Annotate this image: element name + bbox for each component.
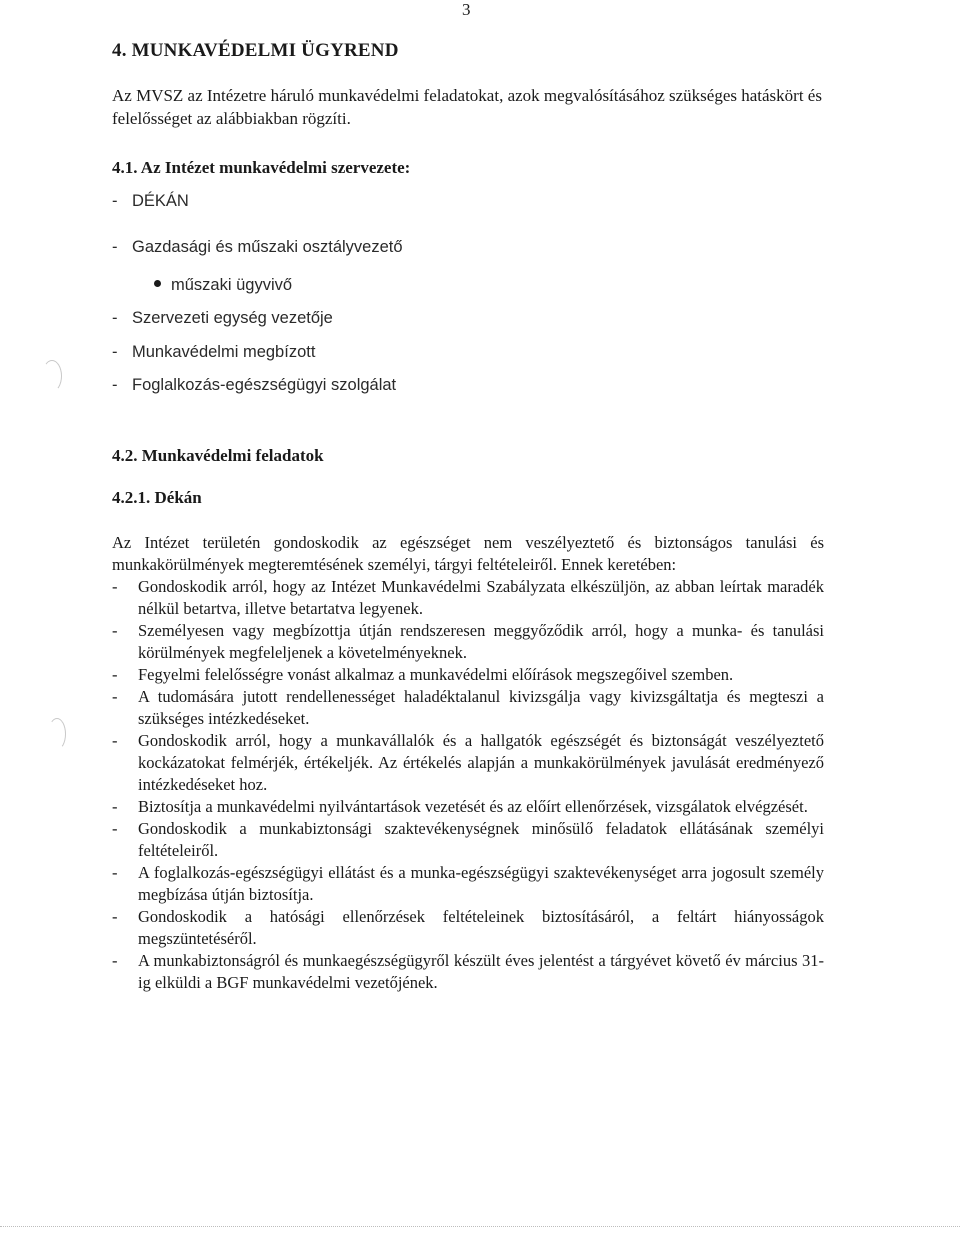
section-4-2-1-title: 4.2.1. Dékán: [112, 488, 202, 507]
section-4-intro: Az MVSZ az Intézetre háruló munkavédelmi feladatokat, azok megvalósításához szükséges hatáskört és felelősséget az alábbiakban rögzíti.: [112, 86, 822, 128]
duty-item: - A tudomására jutott rendellenességet haladéktalanul kivizsgálja vagy kivizsgáltatja és megteszi a szükséges intézkedéseket.: [112, 686, 824, 730]
org-item-label: Foglalkozás-egészségügyi szolgálat: [132, 376, 397, 394]
section-4-title: 4. MUNKAVÉDELMI ÜGYREND: [112, 40, 399, 61]
org-item-economic-technical-head: - Gazdasági és műszaki osztályvezető: [112, 238, 403, 256]
duty-item: - Gondoskodik arról, hogy a munkavállalók és a hallgatók egészségét és biztonságát veszélyeztető kockázatokat felmérjék, értékeljék. Az értékelés alapján a munkakörülmények javulását eredményező intézkedéseket hoz.: [112, 730, 824, 796]
duty-item: - Gondoskodik arról, hogy az Intézet Munkavédelmi Szabályzata elkészüljön, az abban leírtak maradék nélkül betartva, illetve betartatva legyenek.: [112, 576, 824, 620]
org-item-technical-clerk: [154, 276, 292, 295]
section-4-1-title: 4.1. Az Intézet munkavédelmi szervezete:: [112, 158, 411, 177]
org-item-label: műszaki ügyvivő: [171, 276, 293, 294]
duty-item: - Biztosítja a munkavédelmi nyilvántartások vezetését és az előírt ellenőrzések, vizsgálatok elvégzését.: [112, 796, 824, 818]
section-4-2-title: 4.2. Munkavédelmi feladatok: [112, 446, 324, 465]
scan-mark: [48, 718, 66, 750]
scan-edge-line: [0, 1226, 960, 1227]
scan-mark: [42, 360, 62, 392]
duty-item: - Gondoskodik a munkabiztonsági szaktevékenységnek minősülő feladatok ellátásának személyi feltételeiről.: [112, 818, 824, 862]
section-4-2-1-intro: Az Intézet területén gondoskodik az egészséget nem veszélyeztető és biztonságos tanulási és munkakörülmények megteremtésének személyi, tárgyi feltételeiről. Ennek keretében:: [112, 533, 824, 574]
duty-item: - A munkabiztonságról és munkaegészségügyről készült éves jelentést a tárgyévet követő év március 31-ig elküldi a BGF munkavédelmi vezetőjének.: [112, 950, 824, 994]
duty-item: - A foglalkozás-egészségügyi ellátást és a munka-egészségügyi szaktevékenységet arra jogosult személy megbízása útján biztosítja.: [112, 862, 824, 906]
org-item-label: Munkavédelmi megbízott: [132, 343, 316, 361]
page-number: 3: [462, 0, 471, 19]
bullet-icon: [154, 280, 161, 287]
duty-item: - Gondoskodik a hatósági ellenőrzések feltételeinek biztosításáról, a feltárt hiányosságok megszüntetéséről.: [112, 906, 824, 950]
org-item-safety-officer: - Munkavédelmi megbízott: [112, 343, 316, 361]
org-item-occupational-health-service: - Foglalkozás-egészségügyi szolgálat: [112, 376, 397, 394]
duty-item: - Fegyelmi felelősségre vonást alkalmaz a munkavédelmi előírások megszegőivel szemben.: [112, 664, 824, 686]
org-item-unit-head: - Szervezeti egység vezetője: [112, 309, 333, 327]
org-item-dean: - DÉKÁN: [112, 192, 189, 210]
org-item-label: DÉKÁN: [132, 192, 189, 210]
org-item-label: Gazdasági és műszaki osztályvezető: [132, 238, 403, 256]
org-item-label: Szervezeti egység vezetője: [132, 309, 333, 327]
dean-duties-list: [112, 576, 824, 994]
duty-item: - Személyesen vagy megbízottja útján rendszeresen meggyőződik arról, hogy a munka- és tanulási körülmények megfeleljenek a követelményeknek.: [112, 620, 824, 664]
